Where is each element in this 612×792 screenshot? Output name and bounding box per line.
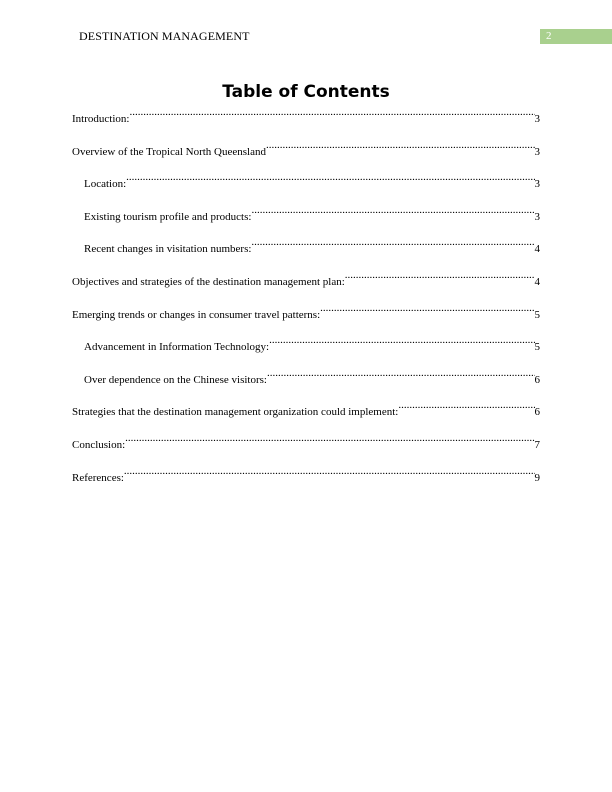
- toc-entry-references[interactable]: [72, 461, 540, 494]
- toc-page-number: 3: [534, 113, 540, 125]
- toc-dot-leader: [266, 135, 535, 155]
- toc-page-number: 3: [534, 178, 540, 191]
- toc-dot-leader: [269, 330, 534, 350]
- toc-entry-label: Overview of the Tropical North Queensland: [72, 145, 266, 158]
- toc-dot-leader: [320, 298, 534, 318]
- toc-page-number: 6: [534, 373, 540, 386]
- toc-entry-objectives[interactable]: [72, 265, 540, 298]
- toc-dot-leader: [251, 232, 534, 252]
- toc-page-number: 7: [534, 438, 540, 451]
- toc-entry-location[interactable]: [72, 167, 540, 200]
- toc-entry-label: Emerging trends or changes in consumer travel patterns:: [72, 308, 321, 321]
- toc-entry-label: Location:: [84, 178, 127, 191]
- toc-entry-emerging-trends[interactable]: [72, 298, 540, 331]
- toc-entry-tourism-profile[interactable]: [72, 200, 540, 233]
- toc-entry-label: Objectives and strategies of the destination management plan:: [72, 275, 345, 288]
- toc-page-number: 3: [534, 145, 540, 158]
- toc-page-number: 5: [534, 341, 540, 354]
- toc-page-number: 4: [534, 243, 540, 256]
- toc-entry-label: Existing tourism profile and products:: [84, 210, 252, 223]
- page-number-badge: [540, 29, 612, 44]
- toc-entry-chinese-visitors[interactable]: [72, 363, 540, 396]
- toc-entry-label: Conclusion:: [72, 438, 126, 451]
- toc-page-number: 9: [534, 471, 540, 484]
- toc-dot-leader: [124, 461, 535, 481]
- toc-page-number: 4: [534, 275, 540, 288]
- running-header: DESTINATION MANAGEMENT: [79, 29, 250, 43]
- toc-dot-leader: [126, 167, 534, 187]
- toc-entry-label: Advancement in Information Technology:: [84, 341, 270, 354]
- toc-title: Table of Contents: [222, 82, 390, 102]
- toc-dot-leader: [345, 265, 535, 285]
- table-of-contents: [72, 102, 540, 493]
- toc-entry-information-technology[interactable]: [72, 330, 540, 363]
- toc-dot-leader: [267, 363, 535, 383]
- page-number: 2: [546, 30, 552, 42]
- toc-dot-leader: [251, 200, 534, 220]
- toc-page-number: 3: [534, 210, 540, 223]
- toc-page-number: 6: [534, 406, 540, 419]
- toc-entry-visitation-changes[interactable]: [72, 232, 540, 265]
- toc-entry-introduction[interactable]: [72, 102, 540, 135]
- toc-entry-overview[interactable]: [72, 135, 540, 168]
- toc-entry-label: References:: [72, 471, 124, 484]
- toc-entry-label: Introduction:: [72, 113, 130, 125]
- toc-entry-strategies[interactable]: [72, 395, 540, 428]
- toc-entry-conclusion[interactable]: [72, 428, 540, 461]
- toc-entry-label: Strategies that the destination management organization could implement:: [72, 406, 399, 419]
- toc-page-number: 5: [534, 308, 540, 321]
- toc-entry-label: Recent changes in visitation numbers:: [84, 243, 252, 256]
- toc-dot-leader: [125, 428, 534, 448]
- toc-dot-leader: [129, 102, 534, 122]
- toc-entry-label: Over dependence on the Chinese visitors:: [84, 373, 267, 386]
- toc-dot-leader: [398, 395, 534, 415]
